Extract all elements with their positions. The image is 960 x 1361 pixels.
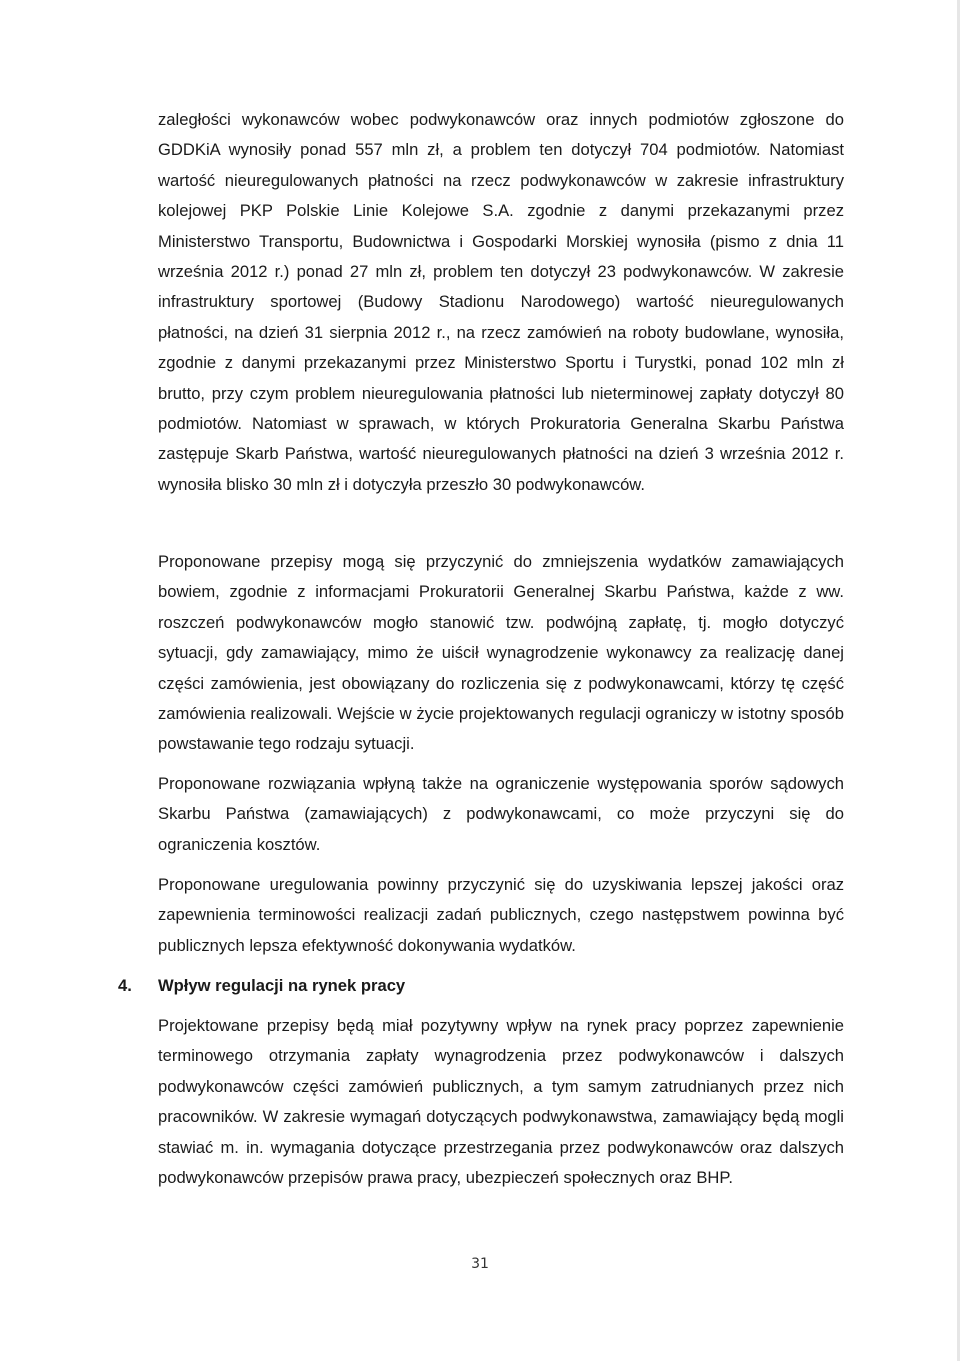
paragraph-quality-timeliness: Proponowane uregulowania powinny przyczynić się do uzyskiwania lepszej jakości oraz zapewnienia terminowości realizacji zadań publicznych, czego następstwem powinna być publicznych lepsza efektywność dokonywania wydatków. <box>158 875 844 955</box>
paragraph-litigation-limits: Proponowane rozwiązania wpłyną także na ograniczenie występowania sporów sądowych Skarbu Państwa (zamawiających) z podwykonawcami, co może przyczyni się do ograniczenia kosztów. <box>158 774 844 854</box>
page-number: 31 <box>471 1256 489 1272</box>
paragraph-labour-market: Projektowane przepisy będą miał pozytywny wpływ na rynek pracy poprzez zapewnienie terminowego otrzymania zapłaty wynagrodzenia przez podwykonawców i dalszych podwykonawców części zamówień publicznych, a tym samym zatrudnianych przez nich pracowników. W zakresie wymagań dotyczących podwykonawstwa, zamawiający będą mogli stawiać m. in. wymagania dotyczące przestrzegania przez podwykonawców oraz dalszych podwykonawców przepisów prawa pracy, ubezpieczeń społecznych oraz BHP. <box>158 1016 844 1188</box>
paragraph-expenditure-reduction: Proponowane przepisy mogą się przyczynić do zmniejszenia wydatków zamawiających bowiem, zgodnie z informacjami Prokuratorii Generalnej Skarbu Państwa, każde z ww. roszczeń podwykonawców mogło stanowić tzw. podwójną zapłatę, tj. mogło dotyczyć sytuacji, gdy zamawiający, mimo że uiścił wynagrodzenie wykonawcy za realizację danej części zamówienia, jest obowiązany do rozliczenia się z podwykonawcami, którzy tę część zamówienia realizowali. Wejście w życie projektowanych regulacji ograniczy w istotny sposób powstawanie tego rodzaju sytuacji. <box>158 552 844 754</box>
paragraph-payment-arrears: zaległości wykonawców wobec podwykonawców oraz innych podmiotów zgłoszone do GDDKiA wynosiły ponad 557 mln zł, a problem ten dotyczył 704 podmiotów. Natomiast wartość nieuregulowanych płatności na rzecz podwykonawców w zakresie infrastruktury kolejowej PKP Polskie Linie Kolejowe S.A. zgodnie z danymi przekazanymi przez Ministerstwo Transportu, Budownictwa i Gospodarki Morskiej wynosiła (pismo z dnia 11 września 2012 r.) ponad 27 mln zł, problem ten dotyczył 23 podwykonawców. W zakresie infrastruktury sportowej (Budowy Stadionu Narodowego) wartość nieuregulowanych płatności, na dzień 31 sierpnia 2012 r., na rzecz zamówień na roboty budowlane, wynosiła, zgodnie z danymi przekazanymi przez Ministerstwo Sportu i Turystki, ponad 102 mln zł brutto, przy czym problem nieuregulowania płatności lub nieterminowej zapłaty dotyczył 80 podmiotów. Natomiast w sprawach, w których Prokuratoria Generalna Skarbu Państwa zastępuje Skarb Państwa, wartość nieuregulowanych płatności na dzień 3 września 2012 r. wynosiła blisko 30 mln zł i dotyczyła przeszło 30 podwykonawców. <box>158 110 844 494</box>
section-title: Wpływ regulacji na rynek pracy <box>158 976 406 995</box>
section-heading <box>0 971 960 1001</box>
section-number: 4. <box>118 976 132 995</box>
